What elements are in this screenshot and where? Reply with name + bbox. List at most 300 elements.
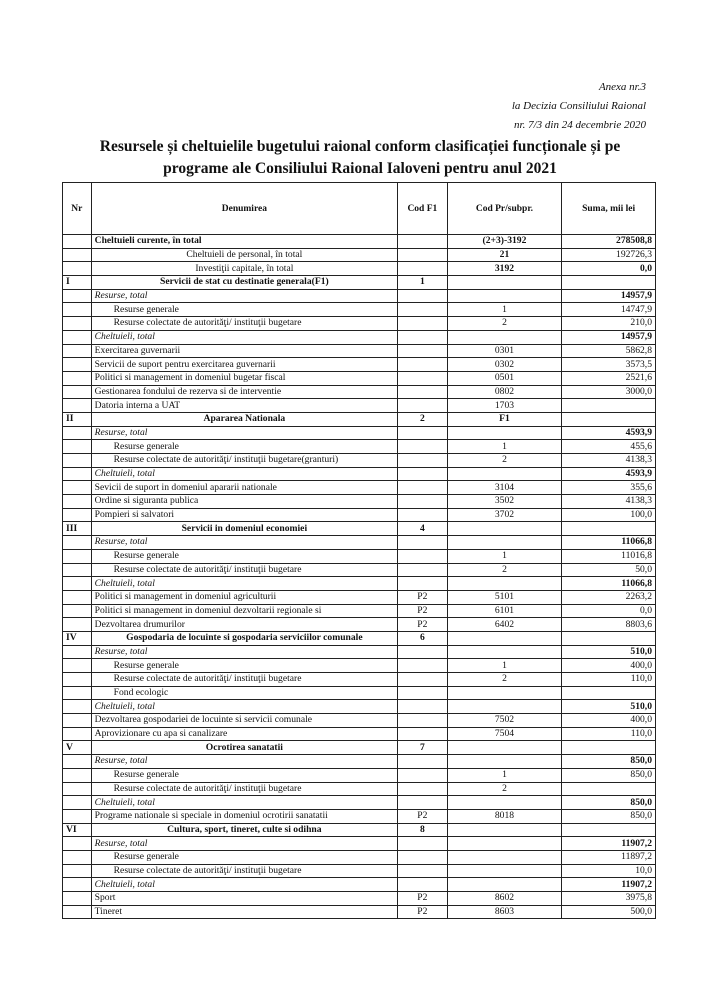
cell-suma: 400,0: [562, 659, 656, 673]
cell-denumirea: Resurse colectate de autorităţi/ instituţii bugetare: [91, 864, 397, 878]
cell-cod-program: [447, 878, 562, 892]
table-row: [63, 864, 656, 878]
cell-suma: 210,0: [562, 317, 656, 331]
cell-suma: [562, 399, 656, 413]
cell-nr: [63, 563, 92, 577]
section-row: [63, 276, 656, 290]
cell-nr: [63, 454, 92, 468]
cell-cod-f1: [398, 686, 448, 700]
cell-suma: 50,0: [562, 563, 656, 577]
cell-suma: [562, 686, 656, 700]
cell-denumirea: Resurse colectate de autorităţi/ instituţii bugetare: [91, 317, 397, 331]
table-row: [63, 673, 656, 687]
cell-cod-f1: P2: [398, 809, 448, 823]
cell-suma: 14957,9: [562, 330, 656, 344]
cell-cod-f1: 1: [398, 276, 448, 290]
cell-denumirea: Servicii de suport pentru exercitarea guvernarii: [91, 358, 397, 372]
cell-cod-f1: [398, 645, 448, 659]
cell-nr: [63, 837, 92, 851]
cell-cod-program: [447, 536, 562, 550]
cell-suma: 5862,8: [562, 344, 656, 358]
table-row: [63, 892, 656, 906]
cell-cod-program: 8602: [447, 892, 562, 906]
cell-nr: [63, 549, 92, 563]
cell-cod-program: 8603: [447, 905, 562, 919]
cell-cod-program: [447, 741, 562, 755]
cell-cod-program: 2: [447, 317, 562, 331]
budget-table: [62, 182, 656, 919]
table-row: [63, 714, 656, 728]
cell-suma: 11016,8: [562, 549, 656, 563]
cell-cod-f1: [398, 426, 448, 440]
cell-cod-program: [447, 850, 562, 864]
cell-cod-program: 1: [447, 659, 562, 673]
cell-suma: 510,0: [562, 700, 656, 714]
cell-suma: [562, 823, 656, 837]
cell-denumirea: Cheltuieli curente, în total: [91, 235, 397, 249]
cell-suma: 11897,2: [562, 850, 656, 864]
cell-nr: II: [63, 412, 92, 426]
title-line-1: Resursele și cheltuielile bugetului raional conform clasificației funcționale și pe: [99, 138, 621, 155]
cell-denumirea: Cheltuieli, total: [91, 467, 397, 481]
cell-denumirea: Gospodaria de locuinte si gospodaria serviciilor comunale: [91, 631, 397, 645]
cell-cod-program: 0301: [447, 344, 562, 358]
table-row: [63, 536, 656, 550]
cell-cod-f1: [398, 659, 448, 673]
cell-suma: 850,0: [562, 755, 656, 769]
cell-nr: [63, 796, 92, 810]
cell-nr: [63, 686, 92, 700]
cell-suma: 110,0: [562, 727, 656, 741]
cell-cod-program: 2: [447, 454, 562, 468]
cell-nr: [63, 440, 92, 454]
cell-denumirea: Resurse generale: [91, 549, 397, 563]
cell-suma: [562, 741, 656, 755]
cell-cod-program: 2: [447, 673, 562, 687]
cell-denumirea: Fond ecologic: [91, 686, 397, 700]
cell-cod-program: [447, 645, 562, 659]
cell-suma: 3975,8: [562, 892, 656, 906]
cell-suma: 14957,9: [562, 289, 656, 303]
cell-nr: [63, 850, 92, 864]
cell-nr: [63, 495, 92, 509]
table-row: [63, 481, 656, 495]
cell-suma: 355,6: [562, 481, 656, 495]
cell-cod-f1: [398, 371, 448, 385]
cell-suma: 850,0: [562, 809, 656, 823]
table-row: [63, 440, 656, 454]
cell-cod-program: [447, 289, 562, 303]
cell-nr: [63, 481, 92, 495]
cell-cod-program: 5101: [447, 590, 562, 604]
table-row: [63, 330, 656, 344]
cell-cod-f1: 4: [398, 522, 448, 536]
cell-cod-f1: [398, 782, 448, 796]
table-row: [63, 618, 656, 632]
cell-cod-program: 0501: [447, 371, 562, 385]
cell-cod-program: [447, 426, 562, 440]
cell-cod-f1: P2: [398, 618, 448, 632]
col-header-nr: Nr: [63, 183, 92, 235]
cell-cod-f1: [398, 358, 448, 372]
cell-cod-program: 6402: [447, 618, 562, 632]
cell-cod-program: 1703: [447, 399, 562, 413]
cell-cod-f1: [398, 262, 448, 276]
cell-nr: [63, 303, 92, 317]
cell-suma: 850,0: [562, 768, 656, 782]
cell-cod-f1: [398, 303, 448, 317]
cell-cod-f1: [398, 563, 448, 577]
table-row: [63, 549, 656, 563]
cell-denumirea: Resurse generale: [91, 440, 397, 454]
cell-cod-program: 2: [447, 563, 562, 577]
cell-denumirea: Resurse, total: [91, 426, 397, 440]
table-row: [63, 426, 656, 440]
table-row: [63, 358, 656, 372]
cell-suma: 400,0: [562, 714, 656, 728]
cell-cod-f1: [398, 235, 448, 249]
cell-nr: III: [63, 522, 92, 536]
table-row: [63, 850, 656, 864]
cell-cod-program: [447, 864, 562, 878]
cell-denumirea: Ocrotirea sanatatii: [91, 741, 397, 755]
annex-decision-number: nr. 7/3 din 24 decembrie 2020: [514, 119, 646, 131]
cell-cod-f1: [398, 399, 448, 413]
table-row: [63, 577, 656, 591]
cell-denumirea: Resurse colectate de autorităţi/ instituţii bugetare: [91, 563, 397, 577]
table-row: [63, 604, 656, 618]
cell-nr: [63, 727, 92, 741]
cell-cod-program: F1: [447, 412, 562, 426]
cell-nr: IV: [63, 631, 92, 645]
cell-cod-program: [447, 700, 562, 714]
table-row: [63, 837, 656, 851]
table-row: [63, 399, 656, 413]
cell-denumirea: Cheltuieli, total: [91, 330, 397, 344]
cell-nr: VI: [63, 823, 92, 837]
cell-cod-f1: [398, 768, 448, 782]
cell-suma: 850,0: [562, 796, 656, 810]
cell-suma: 4593,9: [562, 426, 656, 440]
cell-cod-f1: [398, 454, 448, 468]
cell-nr: V: [63, 741, 92, 755]
cell-denumirea: Resurse colectate de autorităţi/ instituţii bugetare(granturi): [91, 454, 397, 468]
table-row: [63, 303, 656, 317]
cell-suma: 0,0: [562, 262, 656, 276]
annex-reference: [512, 78, 646, 135]
cell-nr: [63, 782, 92, 796]
annex-number: Anexa nr.3: [598, 81, 646, 93]
cell-nr: [63, 467, 92, 481]
cell-nr: [63, 618, 92, 632]
cell-cod-f1: [398, 481, 448, 495]
cell-nr: [63, 604, 92, 618]
cell-nr: [63, 371, 92, 385]
cell-denumirea: Dezvoltarea drumurilor: [91, 618, 397, 632]
cell-cod-program: 3502: [447, 495, 562, 509]
cell-cod-f1: [398, 673, 448, 687]
cell-cod-f1: [398, 577, 448, 591]
table-row: [63, 700, 656, 714]
cell-nr: [63, 905, 92, 919]
table-row: [63, 768, 656, 782]
cell-denumirea: Dezvoltarea gospodariei de locuinte si servicii comunale: [91, 714, 397, 728]
cell-cod-f1: 2: [398, 412, 448, 426]
cell-nr: [63, 864, 92, 878]
cell-nr: [63, 755, 92, 769]
table-row: [63, 659, 656, 673]
col-header-suma: Suma, mii lei: [562, 183, 656, 235]
cell-suma: 2521,6: [562, 371, 656, 385]
cell-denumirea: Politici si management in domeniul agriculturii: [91, 590, 397, 604]
cell-cod-f1: [398, 714, 448, 728]
cell-cod-f1: [398, 248, 448, 262]
cell-cod-program: 6101: [447, 604, 562, 618]
cell-suma: 455,6: [562, 440, 656, 454]
cell-cod-program: 1: [447, 303, 562, 317]
cell-cod-program: 1: [447, 549, 562, 563]
cell-suma: 0,0: [562, 604, 656, 618]
cell-suma: 14747,9: [562, 303, 656, 317]
cell-denumirea: Investiţii capitale, în total: [91, 262, 397, 276]
cell-nr: [63, 385, 92, 399]
cell-suma: 278508,8: [562, 235, 656, 249]
cell-suma: 11907,2: [562, 878, 656, 892]
cell-cod-f1: 8: [398, 823, 448, 837]
cell-cod-program: [447, 631, 562, 645]
table-row: [63, 878, 656, 892]
cell-nr: [63, 536, 92, 550]
table-row: [63, 905, 656, 919]
cell-suma: 3573,5: [562, 358, 656, 372]
cell-cod-program: 0302: [447, 358, 562, 372]
cell-nr: [63, 673, 92, 687]
cell-suma: [562, 522, 656, 536]
cell-nr: [63, 577, 92, 591]
cell-cod-f1: 7: [398, 741, 448, 755]
cell-denumirea: Resurse, total: [91, 755, 397, 769]
cell-suma: 3000,0: [562, 385, 656, 399]
cell-cod-f1: P2: [398, 590, 448, 604]
cell-suma: 192726,3: [562, 248, 656, 262]
cell-cod-program: [447, 276, 562, 290]
cell-suma: 8803,6: [562, 618, 656, 632]
cell-denumirea: Programe nationale si speciale in domeniul ocrotirii sanatatii: [91, 809, 397, 823]
col-header-cod-program: Cod Pr/subpr.: [447, 183, 562, 235]
cell-denumirea: Sevicii de suport in domeniul apararii nationale: [91, 481, 397, 495]
section-row: [63, 741, 656, 755]
cell-denumirea: Resurse generale: [91, 850, 397, 864]
cell-denumirea: Aprovizionare cu apa si canalizare: [91, 727, 397, 741]
table-row: [63, 454, 656, 468]
cell-denumirea: Servicii in domeniul economiei: [91, 522, 397, 536]
cell-denumirea: Resurse, total: [91, 289, 397, 303]
cell-cod-program: 1: [447, 768, 562, 782]
cell-cod-f1: [398, 536, 448, 550]
table-row: [63, 686, 656, 700]
cell-cod-f1: [398, 837, 448, 851]
table-row: [63, 371, 656, 385]
table-row: [63, 755, 656, 769]
cell-nr: [63, 426, 92, 440]
cell-denumirea: Cheltuieli, total: [91, 796, 397, 810]
table-row: [63, 385, 656, 399]
cell-nr: [63, 344, 92, 358]
cell-nr: [63, 262, 92, 276]
cell-cod-f1: [398, 878, 448, 892]
col-header-denumirea: Denumirea: [91, 183, 397, 235]
cell-cod-f1: [398, 755, 448, 769]
cell-cod-f1: 6: [398, 631, 448, 645]
table-row: [63, 563, 656, 577]
table-row: [63, 782, 656, 796]
cell-nr: [63, 317, 92, 331]
cell-denumirea: Cheltuieli, total: [91, 700, 397, 714]
cell-cod-f1: [398, 850, 448, 864]
cell-cod-program: 0802: [447, 385, 562, 399]
section-row: [63, 522, 656, 536]
section-row: [63, 823, 656, 837]
table-row: [63, 317, 656, 331]
cell-cod-program: [447, 330, 562, 344]
cell-denumirea: Resurse generale: [91, 768, 397, 782]
cell-denumirea: Exercitarea guvernarii: [91, 344, 397, 358]
cell-nr: [63, 590, 92, 604]
section-row: [63, 631, 656, 645]
cell-cod-program: [447, 686, 562, 700]
cell-cod-f1: [398, 467, 448, 481]
table-row: [63, 495, 656, 509]
cell-denumirea: Tineret: [91, 905, 397, 919]
cell-denumirea: Cheltuieli de personal, în total: [91, 248, 397, 262]
cell-cod-f1: [398, 344, 448, 358]
table-row: [63, 289, 656, 303]
table-row: [63, 467, 656, 481]
cell-nr: I: [63, 276, 92, 290]
cell-nr: [63, 399, 92, 413]
cell-cod-program: 3702: [447, 508, 562, 522]
cell-suma: 4138,3: [562, 495, 656, 509]
cell-suma: [562, 782, 656, 796]
cell-nr: [63, 330, 92, 344]
cell-cod-f1: [398, 508, 448, 522]
cell-denumirea: Apararea Nationala: [91, 412, 397, 426]
table-row: [63, 590, 656, 604]
cell-nr: [63, 892, 92, 906]
cell-denumirea: Gestionarea fondului de rezerva si de interventie: [91, 385, 397, 399]
table-row: [63, 796, 656, 810]
cell-denumirea: Resurse colectate de autorităţi/ instituţii bugetare: [91, 673, 397, 687]
table-row: [63, 248, 656, 262]
cell-suma: [562, 412, 656, 426]
cell-suma: 11066,8: [562, 536, 656, 550]
cell-nr: [63, 659, 92, 673]
cell-nr: [63, 878, 92, 892]
cell-denumirea: Resurse generale: [91, 303, 397, 317]
cell-cod-program: 3104: [447, 481, 562, 495]
cell-cod-f1: [398, 727, 448, 741]
cell-cod-program: [447, 522, 562, 536]
cell-cod-program: 1: [447, 440, 562, 454]
cell-nr: [63, 235, 92, 249]
cell-suma: [562, 631, 656, 645]
annex-decision: la Decizia Consiliului Raional: [511, 100, 646, 112]
cell-denumirea: Politici si management in domeniul bugetar fiscal: [91, 371, 397, 385]
table-row: [63, 645, 656, 659]
table-row: [63, 727, 656, 741]
table-row: [63, 809, 656, 823]
cell-nr: [63, 714, 92, 728]
cell-cod-f1: [398, 549, 448, 563]
table-header-row: [63, 183, 656, 235]
cell-cod-program: 7504: [447, 727, 562, 741]
cell-cod-f1: [398, 700, 448, 714]
cell-cod-f1: P2: [398, 604, 448, 618]
title-line-2: programe ale Consiliului Raional Ialoveni pentru anul 2021: [163, 160, 557, 177]
cell-suma: 110,0: [562, 673, 656, 687]
cell-nr: [63, 289, 92, 303]
cell-suma: 100,0: [562, 508, 656, 522]
cell-cod-program: [447, 837, 562, 851]
cell-denumirea: Cultura, sport, tineret, culte si odihna: [91, 823, 397, 837]
cell-cod-program: [447, 755, 562, 769]
cell-cod-program: 21: [447, 248, 562, 262]
cell-denumirea: Resurse colectate de autorităţi/ instituţii bugetare: [91, 782, 397, 796]
cell-nr: [63, 809, 92, 823]
cell-denumirea: Politici si management in domeniul dezvoltarii regionale si: [91, 604, 397, 618]
cell-suma: [562, 276, 656, 290]
cell-suma: 11907,2: [562, 837, 656, 851]
cell-denumirea: Datoria interna a UAT: [91, 399, 397, 413]
cell-cod-f1: [398, 440, 448, 454]
budget-table-body: [63, 235, 656, 919]
cell-cod-f1: [398, 495, 448, 509]
cell-suma: 2263,2: [562, 590, 656, 604]
cell-cod-f1: [398, 796, 448, 810]
table-row: [63, 508, 656, 522]
cell-suma: 10,0: [562, 864, 656, 878]
table-row: [63, 262, 656, 276]
cell-suma: 4138,3: [562, 454, 656, 468]
cell-denumirea: Resurse, total: [91, 837, 397, 851]
col-header-cod-f1: Cod F1: [398, 183, 448, 235]
document-title: [60, 136, 660, 180]
cell-cod-f1: P2: [398, 892, 448, 906]
cell-cod-program: [447, 467, 562, 481]
cell-cod-f1: [398, 317, 448, 331]
cell-denumirea: Resurse, total: [91, 645, 397, 659]
cell-cod-f1: [398, 289, 448, 303]
cell-cod-program: [447, 577, 562, 591]
cell-nr: [63, 768, 92, 782]
cell-suma: 510,0: [562, 645, 656, 659]
cell-cod-program: 7502: [447, 714, 562, 728]
cell-cod-f1: [398, 330, 448, 344]
cell-denumirea: Pompieri si salvatori: [91, 508, 397, 522]
table-row: [63, 235, 656, 249]
cell-denumirea: Cheltuieli, total: [91, 577, 397, 591]
cell-cod-program: (2+3)-3192: [447, 235, 562, 249]
cell-nr: [63, 358, 92, 372]
cell-cod-f1: P2: [398, 905, 448, 919]
cell-denumirea: Ordine si siguranta publica: [91, 495, 397, 509]
cell-denumirea: Cheltuieli, total: [91, 878, 397, 892]
cell-cod-f1: [398, 385, 448, 399]
cell-suma: 4593,9: [562, 467, 656, 481]
cell-cod-program: 2: [447, 782, 562, 796]
cell-cod-program: [447, 796, 562, 810]
cell-cod-program: 8018: [447, 809, 562, 823]
